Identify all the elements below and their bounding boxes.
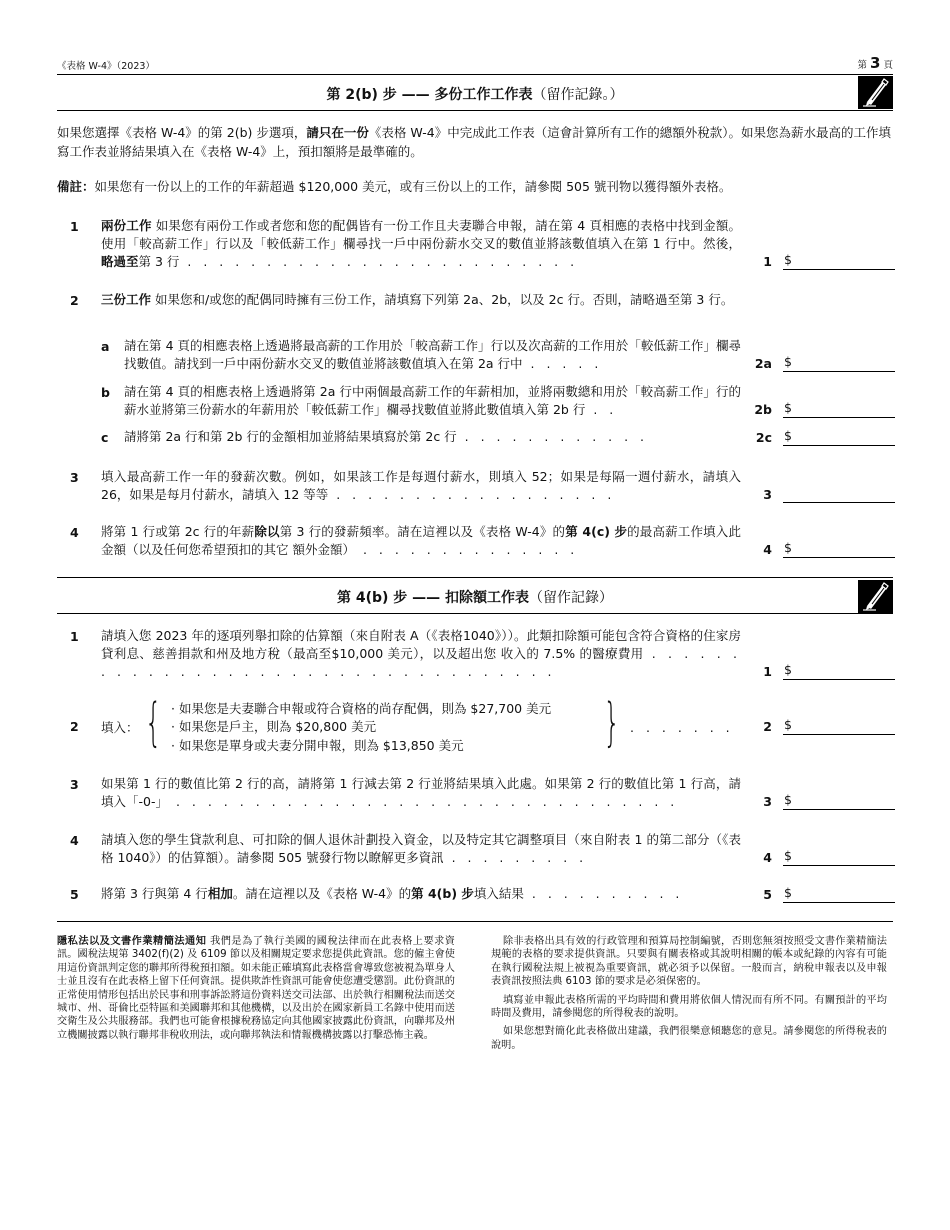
deduction-line-4-text: 請填入您的學生貸款利息、可扣除的個人退休計劃投入資金，以及特定其它調整項目（來自附表 1 的第二部分（《表格 1040》）的估算額）。請參閱 505 號發行物以瞭解更多資訊 . . . . . . . . . (101, 832, 741, 865)
line-number: 1 (70, 629, 79, 644)
line-label: 3 (763, 794, 772, 809)
worksheet-note: 備註：如果您有一份以上的工作的年薪超過 $120,000 美元，或有三份以上的工作，請參閱 505 號刊物以獲得額外表格。 (57, 179, 732, 194)
deduction-line-2-text: 填入： (101, 720, 139, 735)
page-header (57, 54, 893, 74)
line-label: 2 (763, 719, 772, 734)
line-label: 2a (754, 356, 772, 371)
deduction-line-5-text: 將第 3 行與第 4 行相加。請在這裡以及《表格 W-4》的第 4(b) 步填入結果 . . . . . . . . . . (101, 886, 684, 901)
deduction-line-4-amount-field[interactable]: $ (783, 848, 895, 866)
option-single: · 如果您是單身或夫妻分開申報，則為 $13,850 美元 (171, 738, 464, 753)
line-2-text: 三份工作 如果您和/或您的配偶同時擁有三份工作，請填寫下列第 2a、2b，以及 2c 行。否則，請略過至第 3 行。 (101, 292, 734, 307)
filing-status-options (145, 693, 620, 755)
pen-icon (858, 580, 893, 613)
deduction-line-1-amount-field[interactable]: $ (783, 662, 895, 680)
line-number: 4 (70, 833, 79, 848)
line-number: 2 (70, 719, 79, 734)
right-brace: } (603, 693, 620, 753)
deduction-line-3-amount-field[interactable]: $ (783, 792, 895, 810)
deduction-line-3-text: 如果第 1 行的數值比第 2 行的高，請將第 1 行減去第 2 行並將結果填入此處。如果第 2 行的數值比第 1 行高，請填入「-0-」 . . . . . . . . . . . . . . . . . . . . . . . . . . . . . . . . (101, 776, 741, 809)
divider (57, 613, 893, 614)
line-label: 2b (754, 402, 772, 417)
line-label: 2c (755, 430, 772, 445)
line-label: 4 (763, 850, 772, 865)
line-3-text: 填入最高薪工作一年的發薪次數。例如，如果該工作是每週付薪水，則填入 52；如果是每隔一週付薪水，請填入 26，如果是每月付薪水，請填入 12 等等 . . . . . . . . . . . . . . . . . . (101, 469, 741, 502)
sub-line-letter: c (101, 430, 109, 445)
line-2b-text: 請在第 4 頁的相應表格上透過將第 2a 行中兩個最高薪工作的年薪相加，並將兩數總和用於「較高薪工作」行的薪水並將第三份薪水的年薪用於「較低薪工作」欄尋找數值並將此數值填入第 2b 行 . . (124, 384, 741, 417)
line-1-amount-field[interactable]: $ (783, 252, 895, 270)
dot-leader: . . . . . . . (630, 720, 734, 735)
left-brace: { (145, 693, 162, 753)
line-number: 5 (70, 887, 79, 902)
option-married-joint: · 如果您是夫妻聯合申報或符合資格的尚存配偶，則為 $27,700 美元 (171, 701, 552, 716)
worksheet-title-4b: 第 4(b) 步 —— 扣除額工作表（留作記錄） (336, 590, 614, 606)
deduction-line-1-text: 請填入您 2023 年的逐項列舉扣除的估算額（來自附表 A（《表格1040》））。此類扣除額可能包含符合資格的住家房貸利息、慈善捐款和州及地方稅（最高至$10,000 美元），以及超出您 收入的 7.5% 的醫療費用 . . . . . . . . . . . . . . . . . . . . . . . . . . . . . . . . . . . (101, 628, 741, 679)
line-label: 1 (763, 254, 772, 269)
divider (57, 577, 893, 578)
paperwork-reduction-notice: 除非表格出具有效的行政管理和預算局控制編號，否則您無須按照受文書作業精簡法規範的表格的要求提供資訊。只要與有關表格或其說明相關的帳本或紀錄的內容有可能在執行國稅法規上被視為重要資訊，就必須予以保留。一般而言，納稅申報表以及申報表資訊按照法典 6103 節的要求是必須保密的。 填寫並申報此表格所需的平均時間和費用將依個人情況而有所不同。有關預計的平均時間及費用，請參閱您的所得稅表的說明。 如果您想對簡化此表格做出建議，我們很樂意傾聽您的意見。請參閱您的所得稅表的說明。 (491, 936, 887, 1051)
worksheet-intro: 如果您選擇《表格 W-4》的第 2(b) 步選項，請只在一份《表格 W-4》中完成此工作表（這會計算所有工作的總額外稅款）。如果您為薪水最高的工作填寫工作表並將結果填入在《表格 W-4》上，預扣額將是最準確的。 (57, 125, 891, 159)
deduction-line-2-amount-field[interactable]: $ (783, 717, 895, 735)
pen-icon (858, 76, 893, 109)
line-number: 2 (70, 293, 79, 308)
line-1-text: 兩份工作 如果您有兩份工作或者您和您的配偶皆有一份工作且夫妻聯合申報，請在第 4 頁相應的表格中找到金額。使用「較高薪工作」行以及「較低薪工作」欄尋找一戶中兩份薪水交叉的數值並將該數值填入在第 1 行中。然後，略過至第 3 行 . . . . . . . . . . . . . . . . . . . . . . . . . (101, 218, 741, 269)
line-2c-text: 請將第 2a 行和第 2b 行的金額相加並將結果填寫於第 2c 行 . . . . . . . . . . . . (124, 429, 649, 444)
divider (57, 74, 893, 75)
line-number: 4 (70, 525, 79, 540)
line-label: 1 (763, 664, 772, 679)
line-number: 1 (70, 219, 79, 234)
worksheet-title-2b: 第 2(b) 步 —— 多份工作工作表（留作記錄。） (326, 87, 624, 103)
line-2c-amount-field[interactable]: $ (783, 428, 895, 446)
deduction-line-5-amount-field[interactable]: $ (783, 885, 895, 903)
line-4-text: 將第 1 行或第 2c 行的年薪除以第 3 行的發薪頻率。請在這裡以及《表格 W-4》的第 4(c) 步的最高薪工作填入此金額（以及任何您希望預扣的其它 額外金額） . . . . . . . . . . . . . . (101, 524, 741, 557)
sub-line-letter: b (101, 385, 110, 400)
line-2a-amount-field[interactable]: $ (783, 354, 895, 372)
line-label: 4 (763, 542, 772, 557)
form-name: 《表格 W-4》（2023） (57, 61, 155, 72)
sub-line-letter: a (101, 339, 110, 354)
page-number: 第 3 頁 (857, 54, 893, 72)
line-2a-text: 請在第 4 頁的相應表格上透過將最高薪的工作用於「較高薪工作」行以及次高薪的工作用於「較低薪工作」欄尋找數值。請找到一戶中兩份薪水交叉的數值並將該數值填入在第 2a 行中 . . . . . (124, 338, 741, 371)
privacy-act-notice: 隱私法以及文書作業精簡法通知 我們是為了執行美國的國稅法律而在此表格上要求資訊。國稅法規第 3402(f)(2) 及 6109 節以及相關規定要求您提供此資訊。您的僱主會使用這份資訊判定您的聯邦所得稅預扣額。如未能正確填寫此表格當會導致您被視為單身人士並且沒有在此表格上留下任何資訊。提供欺詐性資訊可能會使您遭受懲罰。此份資訊的正常使用情形包括出於民事和刑事訴訟將這份資料送交司法部、出於執行相關稅法而送交城市、州、哥倫比亞特區和美國聯邦和其他機構，以及出於在國家新員工名錄中使用而送交衛生及公共服務部。我們也可能會根據稅務協定向其他國家披露此份資訊，向聯邦及州立機關披露以執行聯邦非稅收刑法，或向聯邦執法和情報機構披露以打擊恐怖主義。 (57, 936, 455, 1041)
line-number: 3 (70, 777, 79, 792)
line-label: 5 (763, 887, 772, 902)
divider (57, 921, 893, 922)
line-4-amount-field[interactable]: $ (783, 540, 895, 558)
option-head-of-household: · 如果您是戶主，則為 $20,800 美元 (171, 719, 377, 734)
divider (57, 110, 893, 111)
line-2b-amount-field[interactable]: $ (783, 400, 895, 418)
line-number: 3 (70, 470, 79, 485)
page-number-value: 3 (870, 54, 881, 72)
line-label: 3 (763, 487, 772, 502)
line-3-pay-periods-field[interactable] (783, 485, 895, 503)
